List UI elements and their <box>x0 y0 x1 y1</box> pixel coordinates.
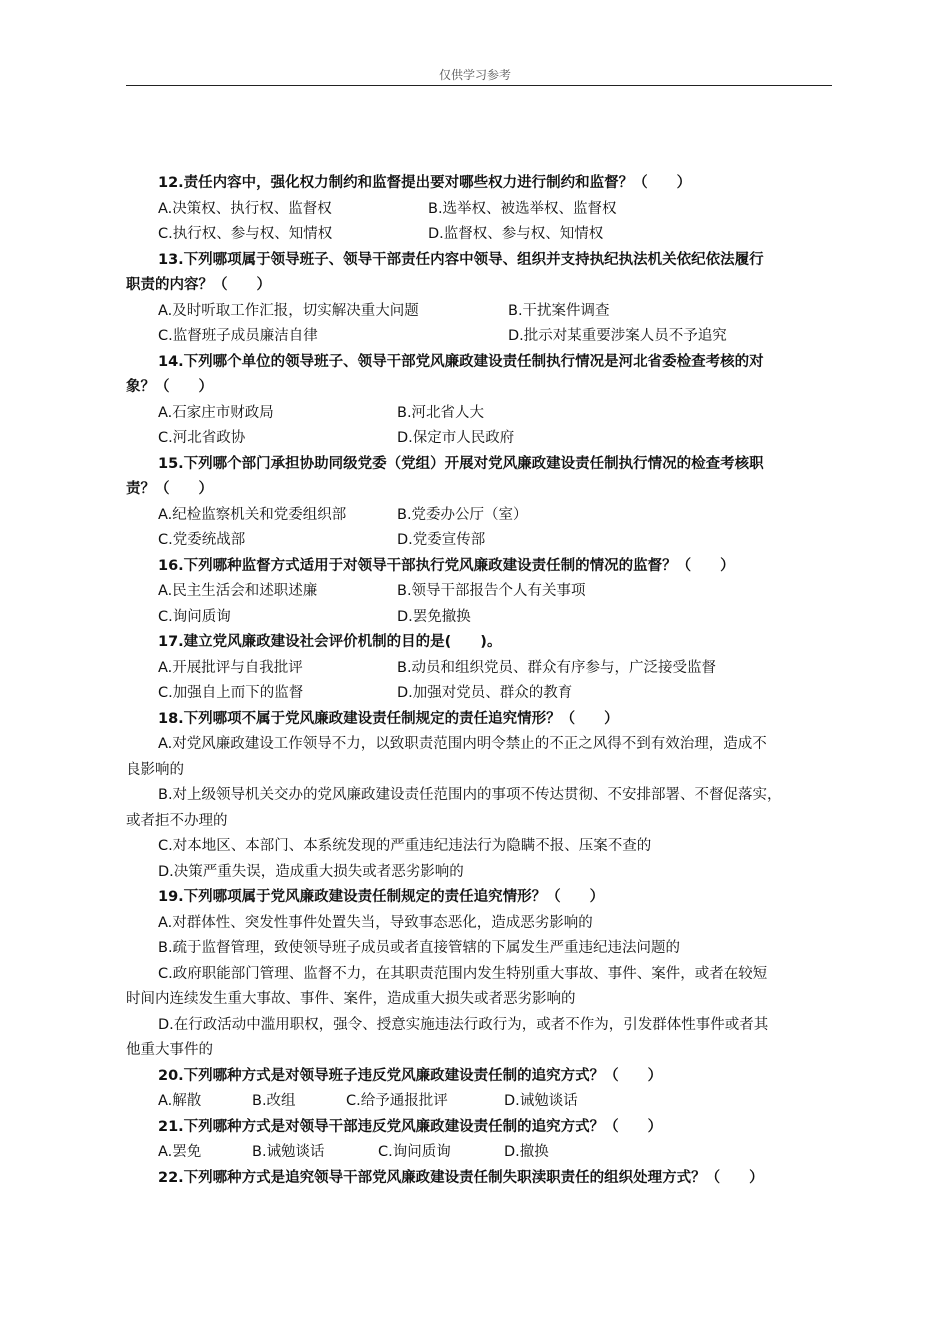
options-row <box>126 401 842 427</box>
option-c: C.党委统战部 <box>158 532 246 548</box>
option-c: C.给予通报批评 <box>346 1093 448 1109</box>
option-b: B.疏于监督管理，致使领导班子成员或者直接管辖的下属发生严重违纪违法问题的 <box>158 940 681 956</box>
option-d: D.撤换 <box>504 1144 549 1160</box>
question-19: 19.下列哪项属于党风廉政建设责任制规定的责任追究情形？（ ） <box>158 889 605 905</box>
question-12: 12.责任内容中，强化权力制约和监督提出要对哪些权力进行制约和监督？（ ） <box>158 175 692 191</box>
option-b: B.干扰案件调查 <box>508 302 610 319</box>
option-c: C.河北省政协 <box>158 430 246 446</box>
question-list <box>126 171 842 1191</box>
question-14: 14.下列哪个单位的领导班子、领导干部党风廉政建设责任制执行情况是河北省委检查考核的对 <box>158 353 764 370</box>
option-c: C.监督班子成员廉洁自律 <box>158 328 318 344</box>
option-d: D.批示对某重要涉案人员不予追究 <box>508 328 727 344</box>
header-rule <box>126 85 832 86</box>
options-row <box>126 605 842 631</box>
option-d: D.诫勉谈话 <box>504 1093 578 1109</box>
question-13: 13.下列哪项属于领导班子、领导干部责任内容中领导、组织并支持执纪执法机关依纪依法履行 <box>158 251 764 268</box>
option-c: C.询问质询 <box>158 608 231 625</box>
question-18: 18.下列哪项不属于党风廉政建设责任制规定的责任追究情形？（ ） <box>158 710 619 727</box>
options-row <box>126 528 842 554</box>
option-b: B.党委办公厅（室） <box>397 506 528 523</box>
option-d: D.在行政活动中滥用职权，强令、授意实施违法行政行为，或者不作为，引发群体性事件或者其 <box>158 1016 769 1033</box>
page-header: 仅供学习参考 <box>438 68 511 82</box>
option-b: B.改组 <box>252 1093 296 1109</box>
option-b: B.领导干部报告个人有关事项 <box>397 583 586 599</box>
option-c: C.政府职能部门管理、监督不力，在其职责范围内发生特别重大事故、事件、案件，或者在较短 <box>158 965 768 982</box>
options-row <box>126 1140 842 1166</box>
option-d: D.决策严重失误，造成重大损失或者恶劣影响的 <box>158 863 464 880</box>
option-a: A.民主生活会和述职述廉 <box>158 583 318 599</box>
options-row <box>126 656 842 682</box>
question-17: 17.建立党风廉政建设社会评价机制的目的是( )。 <box>158 634 502 650</box>
option-a-cont: 良影响的 <box>126 761 184 778</box>
option-b-cont: 或者拒不办理的 <box>126 812 228 829</box>
option-d: D.党委宣传部 <box>397 532 486 548</box>
question-21: 21.下列哪种方式是对领导干部违反党风廉政建设责任制的追究方式？（ ） <box>158 1118 663 1135</box>
option-b: B.动员和组织党员、群众有序参与，广泛接受监督 <box>397 659 717 676</box>
option-a: A.罢免 <box>158 1144 202 1160</box>
option-d: D.监督权、参与权、知情权 <box>428 226 604 242</box>
option-b: B.选举权、被选举权、监督权 <box>428 200 617 217</box>
option-d: D.保定市人民政府 <box>397 430 515 446</box>
option-d: D.加强对党员、群众的教育 <box>397 685 573 701</box>
question-14-cont: 象？（ ） <box>126 379 213 395</box>
option-c: C.对本地区、本部门、本系统发现的严重违纪违法行为隐瞒不报、压案不查的 <box>158 838 652 854</box>
options-row <box>126 222 842 248</box>
option-a: A.对群体性、突发性事件处置失当，导致事态恶化，造成恶劣影响的 <box>158 914 593 931</box>
option-a: A.开展批评与自我批评 <box>158 659 303 676</box>
options-row <box>126 299 842 325</box>
options-row <box>126 681 842 707</box>
options-row <box>126 579 842 605</box>
option-a: A.解散 <box>158 1093 202 1109</box>
option-a: A.纪检监察机关和党委组织部 <box>158 506 347 523</box>
options-row <box>126 1089 842 1115</box>
question-15: 15.下列哪个部门承担协助同级党委（党组）开展对党风廉政建设责任制执行情况的检查考核职 <box>158 455 764 472</box>
option-c: C.执行权、参与权、知情权 <box>158 226 333 242</box>
options-row <box>126 197 842 223</box>
question-20: 20.下列哪种方式是对领导班子违反党风廉政建设责任制的追究方式？（ ） <box>158 1067 663 1084</box>
question-22: 22.下列哪种方式是追究领导干部党风廉政建设责任制失职渎职责任的组织处理方式？（ ） <box>158 1169 764 1186</box>
question-13-cont: 职责的内容？（ ） <box>126 277 271 293</box>
options-row <box>126 324 842 350</box>
option-a: A.及时听取工作汇报，切实解决重大问题 <box>158 302 419 319</box>
options-row <box>126 426 842 452</box>
option-b: B.河北省人大 <box>397 404 485 421</box>
option-a: A.决策权、执行权、监督权 <box>158 200 332 217</box>
option-a: A.石家庄市财政局 <box>158 404 274 421</box>
option-a: A.对党风廉政建设工作领导不力，以致职责范围内明令禁止的不正之风得不到有效治理，造成不 <box>158 736 767 752</box>
option-d: D.罢免撤换 <box>397 608 471 625</box>
option-c-cont: 时间内连续发生重大事故、事件、案件，造成重大损失或者恶劣影响的 <box>126 991 576 1007</box>
question-15-cont: 责？（ ） <box>126 481 213 497</box>
question-16: 16.下列哪种监督方式适用于对领导干部执行党风廉政建设责任制的情况的监督？（ ） <box>158 557 735 574</box>
option-c: C.加强自上而下的监督 <box>158 685 304 701</box>
options-row <box>126 503 842 529</box>
option-b: B.对上级领导机关交办的党风廉政建设责任范围内的事项不传达贯彻、不安排部署、不督促落实， <box>158 787 782 803</box>
option-d-cont: 他重大事件的 <box>126 1042 213 1058</box>
option-b: B.诫勉谈话 <box>252 1144 325 1160</box>
option-c: C.询问质询 <box>378 1144 451 1160</box>
